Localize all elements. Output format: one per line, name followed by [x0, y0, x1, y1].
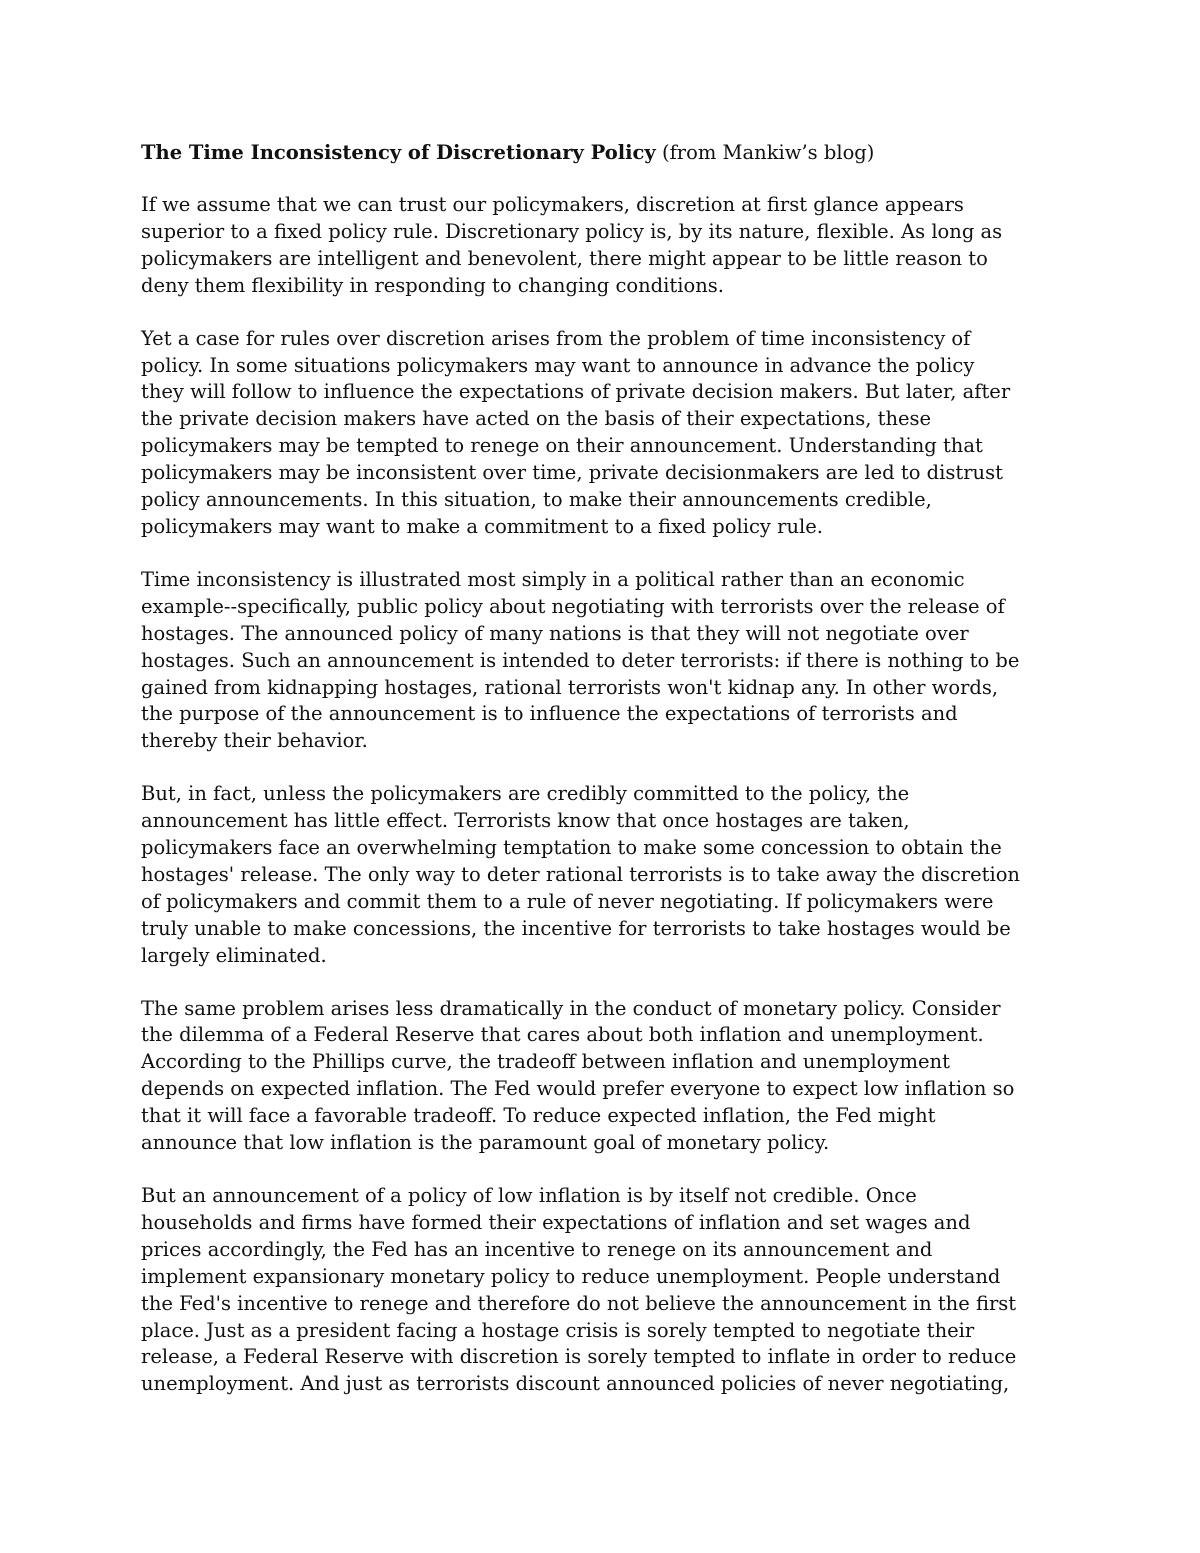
paragraph [141, 567, 1053, 755]
document-body [141, 192, 1053, 1398]
paragraph-line: implement expansionary monetary policy to reduce unemployment. People understand [141, 1264, 1001, 1288]
paragraph-line: prices accordingly, the Fed has an incentive to renege on its announcement and [141, 1237, 933, 1261]
paragraph-line: policy. In some situations policymakers may want to announce in advance the policy [141, 353, 975, 377]
paragraph-line: the Fed's incentive to renege and therefore do not believe the announcement in the first [141, 1291, 1017, 1315]
paragraph-line: The same problem arises less dramatically in the conduct of monetary policy. Consider [141, 996, 1001, 1020]
paragraph-line: gained from kidnapping hostages, rational terrorists won't kidnap any. In other words, [141, 675, 999, 699]
document-page [141, 139, 1053, 1424]
paragraph-line: the dilemma of a Federal Reserve that cares about both inflation and unemployment. [141, 1023, 984, 1047]
paragraph-line: depends on expected inflation. The Fed would prefer everyone to expect low inflation so [141, 1077, 1015, 1101]
paragraph-line: thereby their behavior. [141, 729, 368, 753]
paragraph-line: of policymakers and commit them to a rule of never negotiating. If policymakers were [141, 889, 994, 913]
paragraph-line: superior to a fixed policy rule. Discretionary policy is, by its nature, flexible. As long as [141, 219, 1003, 243]
paragraph-line: deny them flexibility in responding to changing conditions. [141, 273, 724, 297]
paragraph-line: unemployment. And just as terrorists discount announced policies of never negotiating, [141, 1372, 1010, 1396]
paragraph-line: truly unable to make concessions, the incentive for terrorists to take hostages would be [141, 916, 1011, 940]
paragraph-line: policy announcements. In this situation, to make their announcements credible, [141, 488, 932, 512]
paragraph-line: households and firms have formed their expectations of inflation and set wages and [141, 1210, 971, 1234]
paragraph [141, 781, 1053, 969]
paragraph-line: If we assume that we can trust our policymakers, discretion at first glance appears [141, 193, 964, 216]
paragraph [141, 326, 1053, 541]
document-title: The Time Inconsistency of Discretionary Policy [141, 141, 656, 164]
paragraph-line: that it will face a favorable tradeoff. To reduce expected inflation, the Fed might [141, 1104, 936, 1128]
paragraph-line: place. Just as a president facing a hostage crisis is sorely tempted to negotiate their [141, 1318, 975, 1342]
paragraph-line: the private decision makers have acted on the basis of their expectations, these [141, 407, 932, 431]
paragraph-line: they will follow to influence the expectations of private decision makers. But later, after [141, 380, 1011, 404]
paragraph-line: largely eliminated. [141, 943, 327, 967]
paragraph-line: According to the Phillips curve, the tradeoff between inflation and unemployment [141, 1050, 950, 1074]
document-heading [141, 139, 1053, 166]
paragraph-line: announcement has little effect. Terrorists know that once hostages are taken, [141, 809, 910, 833]
paragraph [141, 192, 1053, 300]
paragraph-line: policymakers are intelligent and benevolent, there might appear to be little reason to [141, 246, 988, 270]
paragraph [141, 1183, 1053, 1398]
paragraph-line: But, in fact, unless the policymakers are credibly committed to the policy, the [141, 782, 910, 806]
paragraph-line: hostages. Such an announcement is intended to deter terrorists: if there is nothing to be [141, 648, 1020, 672]
paragraph-line: Yet a case for rules over discretion arises from the problem of time inconsistency of [141, 326, 971, 350]
paragraph-line: But an announcement of a policy of low inflation is by itself not credible. Once [141, 1184, 917, 1207]
paragraph-line: hostages. The announced policy of many nations is that they will not negotiate over [141, 621, 969, 645]
paragraph-line: the purpose of the announcement is to influence the expectations of terrorists and [141, 702, 958, 726]
paragraph-line: release, a Federal Reserve with discretion is sorely tempted to inflate in order to reduce [141, 1345, 1017, 1369]
paragraph-line: policymakers may be tempted to renege on their announcement. Understanding that [141, 434, 983, 458]
paragraph-line: hostages' release. The only way to deter rational terrorists is to take away the discretion [141, 862, 1020, 886]
paragraph [141, 996, 1053, 1157]
paragraph-line: policymakers may be inconsistent over time, private decisionmakers are led to distrust [141, 461, 1003, 485]
paragraph-line: announce that low inflation is the paramount goal of monetary policy. [141, 1131, 830, 1155]
document-source: (from Mankiw’s blog) [661, 141, 875, 164]
paragraph-line: example--specifically, public policy about negotiating with terrorists over the release of [141, 594, 1005, 618]
paragraph-line: policymakers face an overwhelming temptation to make some concession to obtain the [141, 836, 1002, 860]
paragraph-line: Time inconsistency is illustrated most simply in a political rather than an economic [141, 567, 965, 591]
paragraph-line: policymakers may want to make a commitment to a fixed policy rule. [141, 514, 823, 538]
